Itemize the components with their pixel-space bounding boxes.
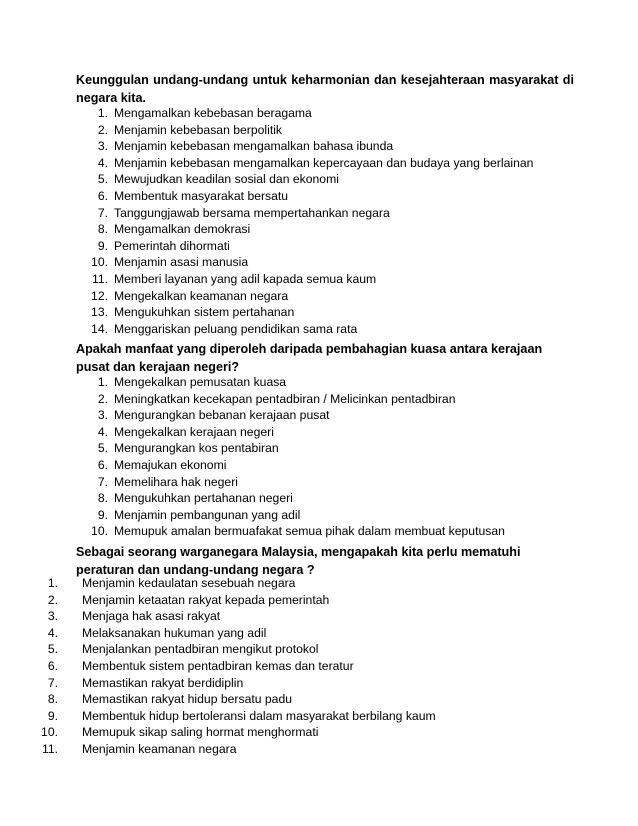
list-item-number: 2. [47,592,58,607]
list-item-text: Mengamalkan demokrasi [114,222,251,237]
list-item-text: Pemerintah dihormati [114,238,230,253]
list-item-number: 8. [47,692,58,707]
list-item-number: 2. [97,122,108,137]
list-item-number: 3. [97,139,108,154]
list-item-number: 10. [91,255,108,270]
list-item-number: 7. [97,205,108,220]
list-item-text: Menjalankan pentadbiran mengikut protokol [82,642,319,657]
list-item-number: 8. [97,222,108,237]
list-item-number: 9. [47,708,58,723]
list-item-text: Membentuk masyarakat bersatu [114,188,289,203]
list-item-number: 1. [97,375,108,389]
list-item-number: 5. [97,172,108,187]
list-item-number: 3. [97,408,108,423]
list-item-text: Menggariskan peluang pendidikan sama rata [114,321,358,336]
list-item-text: Mengukuhkan sistem pertahanan [114,305,295,320]
question-2-heading: Apakah manfaat yang diperoleh daripada pembahagian kuasa antara kerajaan pusat dan kerajaan negeri? [76,342,543,374]
list-item-number: 6. [97,188,108,203]
list-item-text: Menjamin kedaulatan sesebuah negara [82,576,296,590]
list-item-number: 4. [97,155,108,170]
list-item-text: Mengurangkan kos pentabiran [114,441,279,456]
list-item-number: 11. [41,741,58,756]
list-item-text: Menjamin kebebasan mengamalkan kepercayaan dan budaya yang berlainan [114,155,534,170]
list-item-text: Mengukuhkan pertahanan negeri [114,491,293,506]
list-item-number: 4. [47,625,58,640]
list-item-text: Menjaga hak asasi rakyat [82,609,221,624]
list-item-text: Memberi layanan yang adil kapada semua kaum [114,271,377,286]
list-item-text: Membentuk sistem pentadbiran kemas dan teratur [82,658,354,673]
list-item-number: 7. [97,474,108,489]
list-item-text: Mengamalkan kebebasan beragama [114,106,312,120]
list-item-text: Menjamin kebebasan mengamalkan bahasa ibunda [114,139,394,154]
list-item-text: Memastikan rakyat berdidiplin [82,675,244,690]
list-item-number: 8. [97,491,108,506]
list-item-number: 13. [91,305,108,320]
list-item-number: 4. [97,424,108,439]
list-item-text: Menjamin pembangunan yang adil [114,507,301,522]
question-3-heading: Sebagai seorang warganegara Malaysia, mengapakah kita perlu mematuhi peraturan dan undang-undang negara ? [76,545,521,577]
list-item-text: Menjamin kebebasan berpolitik [114,122,283,137]
list-item-number: 2. [97,391,108,406]
list-item-number: 9. [97,507,108,522]
list-item-number: 7. [47,675,58,690]
list-item-number: 12. [91,288,108,303]
list-item-number: 3. [47,609,58,624]
list-item-text: Mengekalkan keamanan negara [114,288,289,303]
list-item-text: Membentuk hidup bertoleransi dalam masyarakat berbilang kaum [82,708,436,723]
list-item-number: 10. [41,725,58,740]
list-item-text: Memajukan ekonomi [114,457,227,472]
list-item-text: Mengekalkan kerajaan negeri [114,424,274,439]
list-item-text: Memastikan rakyat hidup bersatu padu [82,692,293,707]
list-item-number: 6. [47,658,58,673]
list-item-text: Memupuk sikap saling hormat menghormati [82,725,319,740]
list-item-number: 9. [97,238,108,253]
list-item-number: 11. [91,271,108,286]
list-item-number: 1. [47,576,58,590]
list-item-text: Mewujudkan keadilan sosial dan ekonomi [114,172,339,187]
list-item-text: Menjamin ketaatan rakyat kepada pemerintah [82,592,330,607]
list-item-text: Menjamin asasi manusia [114,255,249,270]
list-item-text: Melaksanakan hukuman yang adil [82,625,267,640]
list-item-text: Meningkatkan kecekapan pentadbiran / Melicinkan pentadbiran [114,391,456,406]
list-item-text: Memupuk amalan bermuafakat semua pihak dalam membuat keputusan [114,524,505,539]
list-item-text: Mengekalkan pemusatan kuasa [114,375,287,389]
list-item-text: Menjamin keamanan negara [82,741,237,756]
list-item-number: 14. [91,321,108,336]
question-1-heading: Keunggulan undang-undang untuk keharmonian dan kesejahteraan masyarakat di negara kita. [76,73,574,105]
list-item-number: 10. [91,524,108,539]
list-item-number: 1. [97,106,108,120]
list-item-text: Tanggungjawab bersama mempertahankan negara [114,205,390,220]
list-item-number: 6. [97,457,108,472]
list-item-text: Mengurangkan bebanan kerajaan pusat [114,408,330,423]
list-item-number: 5. [97,441,108,456]
list-item-text: Memelihara hak negeri [114,474,238,489]
list-item-number: 5. [47,642,58,657]
